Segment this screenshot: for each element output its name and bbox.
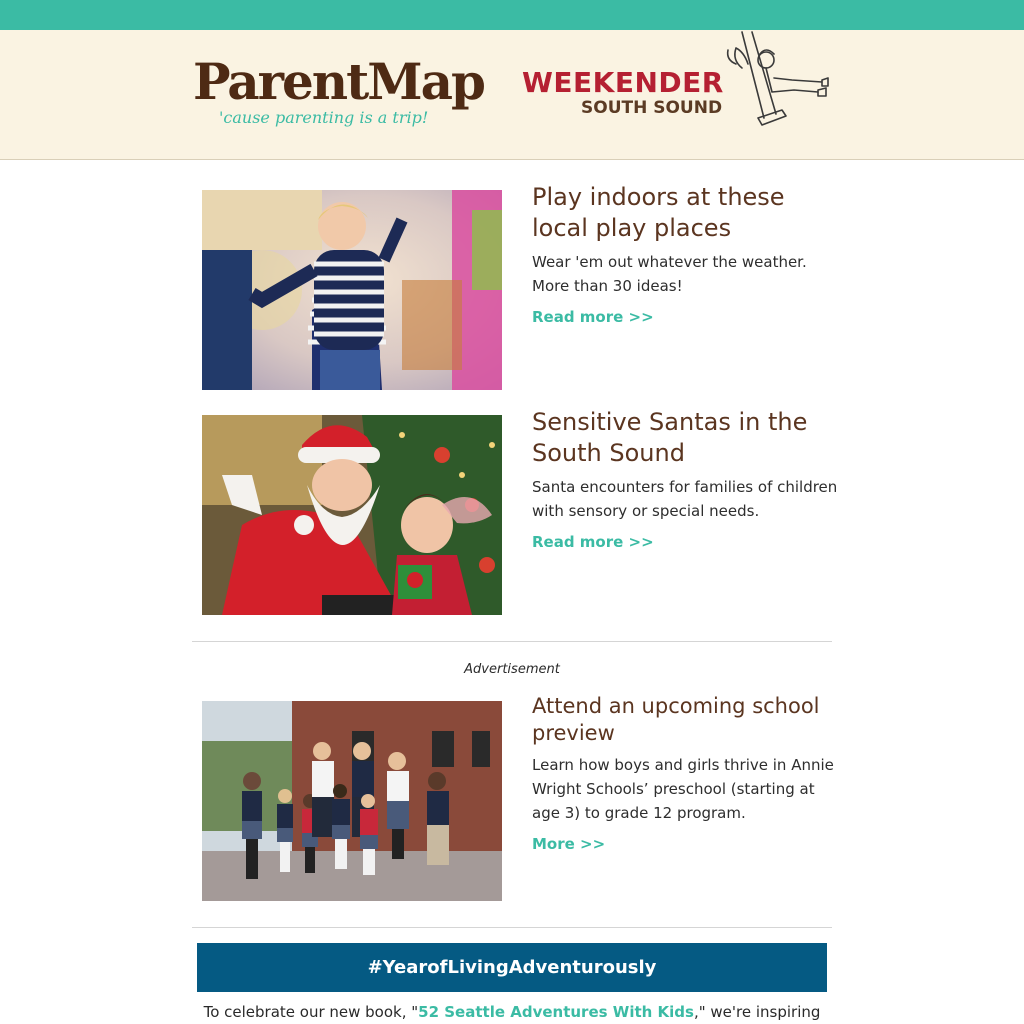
read-more-link[interactable]: Read more >> [532, 533, 654, 551]
read-more-link[interactable]: Read more >> [532, 308, 654, 326]
header [0, 30, 1024, 160]
top-accent-bar [0, 0, 1024, 30]
promo-intro [192, 1003, 832, 1021]
more-link[interactable]: More >> [532, 835, 606, 853]
article-play-places [202, 183, 832, 390]
article-sensitive-santas [202, 408, 838, 615]
ad-description: Learn how boys and girls thrive in Annie Wright Schools’ preschool (starting at age 3) to grade 12 program. [532, 756, 834, 822]
logo-tagline: 'cause parenting is a trip! [219, 108, 429, 127]
article-title[interactable]: Play indoors at these local play places [532, 183, 785, 242]
santa-photo-icon [202, 415, 502, 615]
child-on-swing-icon [722, 30, 834, 130]
article-text [532, 407, 842, 551]
adventure-hashtag-banner[interactable]: #YearofLivingAdventurously [197, 943, 827, 992]
ad-title[interactable]: Attend an upcoming school preview [532, 694, 820, 745]
article-title[interactable]: Sensitive Santas in the South Sound [532, 408, 808, 467]
article-description: Santa encounters for families of children with sensory or special needs. [532, 478, 838, 520]
logo-wordmark: ParentMap [193, 52, 484, 111]
section-divider [192, 641, 832, 642]
book-link[interactable]: 52 Seattle Adventures With Kids [418, 1003, 694, 1021]
section-divider [192, 927, 832, 928]
ad-school-preview [202, 694, 834, 901]
article-text [532, 182, 842, 326]
edition-title: WEEKENDER [522, 66, 724, 99]
child-play-photo-icon [202, 190, 502, 390]
sensitive-santas-photo[interactable] [202, 415, 502, 615]
play-places-photo[interactable] [202, 190, 502, 390]
advertisement-label: Advertisement [464, 662, 560, 677]
parentmap-logo[interactable] [193, 52, 484, 142]
article-description: Wear 'em out whatever the weather. More than 30 ideas! [532, 253, 807, 295]
students-photo-icon [202, 701, 502, 901]
intro-text-before: To celebrate our new book, " [203, 1003, 419, 1021]
ad-text [532, 693, 842, 853]
weekender-edition-title [522, 66, 732, 126]
school-preview-photo[interactable] [202, 701, 502, 901]
intro-text-after: ," we're inspiring [693, 1003, 821, 1021]
edition-subtitle: SOUTH SOUND [581, 98, 723, 118]
